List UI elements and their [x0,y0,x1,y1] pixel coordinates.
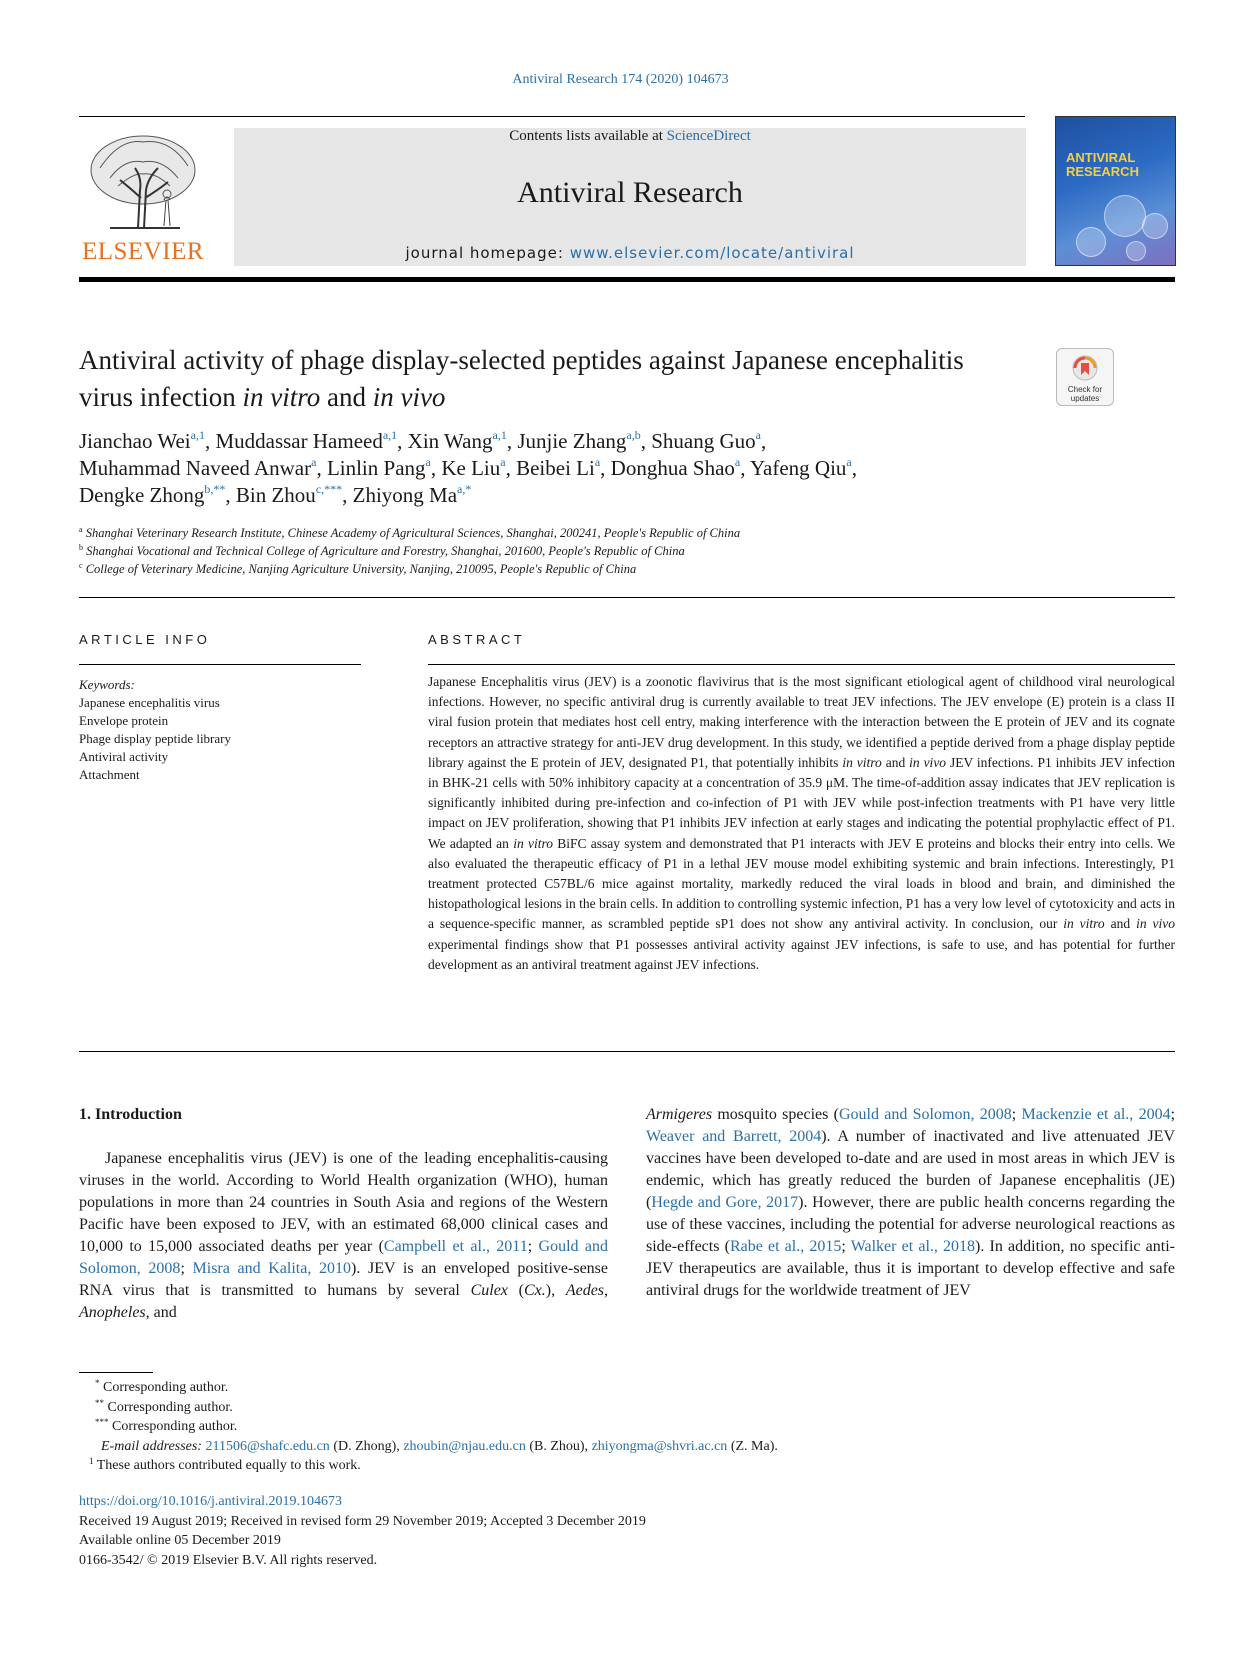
author: Ke Liu [441,456,501,480]
article-info-rule [79,664,361,665]
journal-homepage-line: journal homepage: www.elsevier.com/locate/antiviral [405,244,855,262]
affiliations [79,524,1079,578]
email-addresses: E-mail addresses: 211506@shafc.edu.cn (D. Zhong), zhoubin@njau.edu.cn (B. Zhou), zhiyongma@shvri.ac.cn (Z. Ma). [101,1438,778,1454]
author: Dengke Zhong [79,483,205,507]
author: Junjie Zhang [517,429,627,453]
author: Shuang Guo [651,429,756,453]
keyword[interactable]: Attachment [79,767,140,783]
keyword[interactable]: Phage display peptide library [79,731,231,747]
citation-link[interactable]: Misra and Kalita, 2010 [192,1260,351,1277]
author: Yafeng Qiu [749,456,847,480]
author: Muhammad Naveed Anwar [79,456,312,480]
doi-link[interactable]: https://doi.org/10.1016/j.antiviral.2019.104673 [79,1494,343,1509]
email-link[interactable]: 211506@shafc.edu.cn [205,1438,330,1454]
check-for-updates-label: Check for updates [1067,385,1103,403]
author: Zhiyong Ma [352,483,458,507]
email-link[interactable]: zhoubin@njau.edu.cn [403,1438,526,1454]
footnote: * Corresponding author. [95,1378,229,1395]
keyword[interactable]: Envelope protein [79,713,169,729]
author-affiliation-mark[interactable]: a [594,455,601,469]
author-affiliation-mark[interactable]: a [846,455,852,469]
abstract-text: Japanese Encephalitis virus (JEV) is a zoonotic flavivirus that is the most significant etiological agent of childhood viral neurological infections. However, no specific antiviral drug is currently available to treat JEV infections. The JEV envelope (E) protein is a class II viral fusion protein that mediates host cell entry, making interference with the interaction between the E protein of JEV and its cognate receptors an attractive strategy for anti-JEV drug development. In this study, we identified a peptide derived from a phage display peptide library against the E protein of JEV, designated P1, that potentially inhibits in vitro and in vivo JEV infections. P1 inhibits JEV infection in BHK-21 cells with 50% inhibitory capacity at a concentration of 35.9 μM. The time-of-addition assay indicates that JEV replication is significantly inhibited during pre-infection and co-infection of P1 with JEV while post-infection treatments with P1 have very little impact on JEV proliferation, showing that P1 inhibits JEV infection at early stages and indicating the potential prophylactic effect of P1. We adapted an in vitro BiFC assay system and demonstrated that P1 interacts with JEV E proteins and blocks their entry into cells. We also evaluated the therapeutic efficacy of P1 in a lethal JEV mouse model exhibiting systemic and brain infections. Interestingly, P1 treatment protected C57BL/6 mice against mortality, markedly reduced the viral loads in blood and brain, and diminished the histopathological lesions in the brain cells. In addition to controlling systemic infection, P1 has a very low level of cytotoxicity and acts in a sequence-specific manner, as scrambled peptide sP1 does not show any antiviral activity. In conclusion, our in vitro and in vivo experimental findings show that P1 possesses antiviral activity against JEV infections, is safe to use, and has potential for further development as an antiviral treatment against JEV infections. [428,674,1176,972]
citation-link[interactable]: Campbell et al., 2011 [383,1238,528,1255]
introduction-left-column: Japanese encephalitis virus (JEV) is one of the leading encephalitis-causing viruses in the world. According to World Health organization (WHO), human populations in more than 24 countries in South Asia and regions of the Western Pacific have been exposed to JEV, with an estimated 68,000 clinical cases and 10,000 to 15,000 associated deaths per year (Campbell et al., 2011; Gould and Solomon, 2008; Misra and Kalita, 2010). JEV is an enveloped positive-sense RNA virus that is transmitted to humans by several Culex (Cx.), Aedes, Anopheles, and [79,1150,609,1321]
publisher-wordmark[interactable]: ELSEVIER [81,238,205,265]
introduction-right-column: Armigeres mosquito species (Gould and Solomon, 2008; Mackenzie et al., 2004; Weaver and Barrett, 2004). A number of inactivated and live attenuated JEV vaccines have been developed to-date and are used in most areas in which JEV is endemic, which has greatly reduced the burden of Japanese encephalitis (JE) (Hegde and Gore, 2017). However, there are public health concerns regarding the use of these vaccines, including the potential for adverse neurological reactions as side-effects (Rabe et al., 2015; Walker et al., 2018). In addition, no specific anti-JEV therapeutics are available, thus it is important to develop effective and safe antiviral drugs for the worldwide treatment of JEV [646,1106,1176,1299]
author-affiliation-mark[interactable]: a [425,455,431,469]
header-thick-rule [79,277,1175,282]
author-affiliation-mark[interactable]: a,b [626,428,641,442]
introduction-heading: 1. Introduction [79,1106,182,1123]
journal-reference[interactable]: Antiviral Research 174 (2020) 104673 [512,72,729,87]
author-list: Jianchao Wei$^{a,1}$, Muddassar Hameed$^{a,1}$, Xin Wang$^{a,1}$, Junjie Zhang$^{a,b}$, Shuang Guo$^a$, Muhammad Naveed Anwar$^a$, Linlin Pang$^a$, Ke Liu$^a$, Beibei Li$^a$, Donghua Shao$^a$, Yafeng Qiu$^a$, Dengke Zhong$^{b,**}$, Bin Zhou$^{c,***}$, Zhiyong $Ma^{a,*}$ [79,428,857,507]
abstract-heading: ABSTRACT [428,632,526,647]
keywords-list [79,676,361,785]
citation-link[interactable]: Hegde and Gore, 2017 [651,1194,799,1211]
abstract-rule [428,664,1175,665]
sciencedirect-link[interactable]: ScienceDirect [666,128,751,144]
check-for-updates-badge[interactable] [1056,348,1114,406]
keyword[interactable]: Antiviral activity [79,749,169,765]
affiliation: $^b$ Shanghai Vocational and Technical College of Agriculture and Forestry, Shanghai, 201600, People's Republic of China [79,543,685,558]
affiliation: $^a$ Shanghai Veterinary Research Institute, Chinese Academy of Agricultural Sciences, Shanghai, 200241, People's Republic of China [79,525,741,540]
citation-link[interactable]: Walker et al., 2018 [850,1238,976,1255]
affiliation: $^c$ College of Veterinary Medicine, Nanjing Agriculture University, Nanjing, 210095, People's Republic of China [79,561,637,576]
article-title: Antiviral activity of phage display-selected peptides against Japanese encephalitis virus infection in vitro and in vivo [79,345,964,412]
author: Beibei Li [516,456,595,480]
author-affiliation-mark[interactable]: a,* [457,482,472,496]
author: Bin Zhou [235,483,316,507]
keyword[interactable]: Japanese encephalitis virus [79,695,220,711]
author-affiliation-mark[interactable]: c,*** [315,482,343,496]
section-rule [79,597,1175,598]
article-info-heading: ARTICLE INFO [79,632,211,647]
header-rule [79,116,1025,117]
author-affiliation-mark[interactable]: a [311,455,317,469]
keywords-label: Keywords: [79,677,135,692]
author-affiliation-mark[interactable]: a [734,455,741,469]
email-link[interactable]: zhiyongma@shvri.ac.cn [591,1438,728,1454]
author-affiliation-mark[interactable]: b,** [204,482,226,496]
footnote: ** Corresponding author. [95,1397,233,1415]
received-dates: Received 19 August 2019; Received in revised form 29 November 2019; Accepted 3 December 2019 [79,1513,646,1529]
author: Jianchao Wei [79,429,191,453]
author-affiliation-mark[interactable]: a [500,455,506,469]
author: Muddassar Hameed [215,429,383,453]
publication-info [79,1492,1079,1570]
footnote: $^1$ These authors contributed equally to this work. [89,1456,361,1473]
author: Linlin Pang [326,456,426,480]
citation-link[interactable]: Gould and Solomon, 2008 [839,1106,1012,1123]
author-affiliation-mark[interactable]: a,1 [492,428,507,442]
footnotes [79,1378,1079,1476]
available-online: Available online 05 December 2019 [79,1533,281,1549]
journal-title: Antiviral Research [517,176,743,209]
author-affiliation-mark[interactable]: a,1 [382,428,398,442]
author-affiliation-mark[interactable]: a,1 [190,428,205,442]
journal-homepage-link[interactable]: www.elsevier.com/locate/antiviral [569,244,855,262]
citation-link[interactable]: Mackenzie et al., 2004 [1021,1106,1171,1123]
footnote-rule [79,1372,153,1373]
contents-available-line: Contents lists available at ScienceDirect [509,128,751,144]
journal-cover-thumbnail[interactable] [1055,116,1176,266]
bookmark-icon [1072,355,1098,381]
citation-link[interactable]: Rabe et al., 2015 [729,1238,842,1255]
footnote: *** Corresponding author. [95,1417,238,1434]
author: Xin Wang [407,429,493,453]
citation-link[interactable]: Weaver and Barrett, 2004 [646,1128,822,1145]
abstract-bottom-rule [79,1051,1175,1052]
citation-link[interactable]: Gould and Solomon, 2008 [79,1238,608,1277]
cover-title: ANTIVIRAL RESEARCH [1066,150,1139,179]
copyright: 0166-3542/ © 2019 Elsevier B.V. All rights reserved. [79,1552,378,1568]
author-affiliation-mark[interactable]: a [755,428,761,442]
author: Donghua Shao [610,456,735,480]
